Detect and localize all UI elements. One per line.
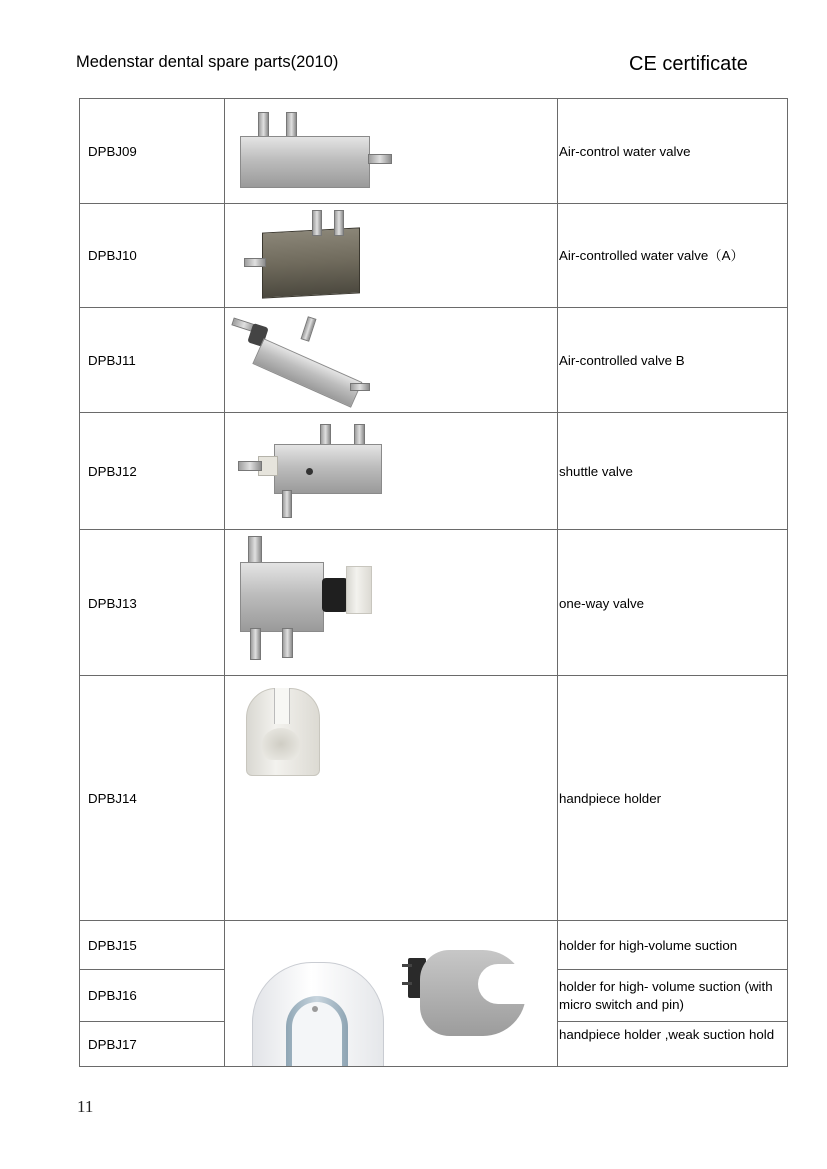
row-divider: [79, 203, 788, 204]
table-divider-image: [557, 98, 558, 1067]
part-code: DPBJ17: [88, 1037, 137, 1052]
part-description: handpiece holder: [559, 791, 662, 806]
part-code: DPBJ13: [88, 596, 137, 611]
part-code: DPBJ12: [88, 464, 137, 479]
one-way-valve-photo: [236, 536, 386, 662]
air-controlled-water-valve-a-photo: [240, 210, 370, 300]
table-border-left: [79, 98, 80, 1067]
part-code: DPBJ16: [88, 988, 137, 1003]
part-description: Air-control water valve: [559, 144, 691, 159]
row-divider: [79, 675, 788, 676]
air-controlled-valve-b-photo: [232, 315, 372, 400]
row-divider: [557, 969, 788, 970]
part-code: DPBJ11: [88, 353, 136, 368]
part-description: Air-controlled water valve（A）: [559, 248, 744, 263]
suction-holders-photo: [252, 940, 542, 1066]
row-divider: [79, 529, 788, 530]
part-description: holder for high-volume suction: [559, 938, 738, 953]
certificate-label: CE certificate: [629, 53, 748, 75]
part-description: one-way valve: [559, 596, 644, 611]
handpiece-holder-photo: [244, 682, 324, 778]
part-description: Air-controlled valve B: [559, 353, 685, 368]
part-code: DPBJ15: [88, 938, 137, 953]
part-code: DPBJ10: [88, 248, 137, 263]
row-divider: [557, 1021, 788, 1022]
table-border-right: [787, 98, 788, 1067]
row-divider: [79, 920, 788, 921]
part-description: shuttle valve: [559, 464, 633, 479]
part-description: handpiece holder ,weak suction hold: [559, 1027, 775, 1042]
row-divider: [79, 307, 788, 308]
table-border-top: [79, 98, 788, 99]
document-title: Medenstar dental spare parts(2010): [76, 53, 339, 71]
part-code: DPBJ14: [88, 791, 137, 806]
row-divider: [79, 969, 225, 970]
air-control-water-valve-photo: [238, 112, 398, 192]
table-divider-code: [224, 98, 225, 1067]
page-number: 11: [77, 1097, 94, 1116]
row-divider: [79, 412, 788, 413]
part-code: DPBJ09: [88, 144, 137, 159]
table-border-bottom: [79, 1066, 788, 1067]
part-description: holder for high- volume suction (with micro switch and pin): [559, 979, 773, 1012]
shuttle-valve-photo: [238, 420, 388, 520]
row-divider: [79, 1021, 225, 1022]
